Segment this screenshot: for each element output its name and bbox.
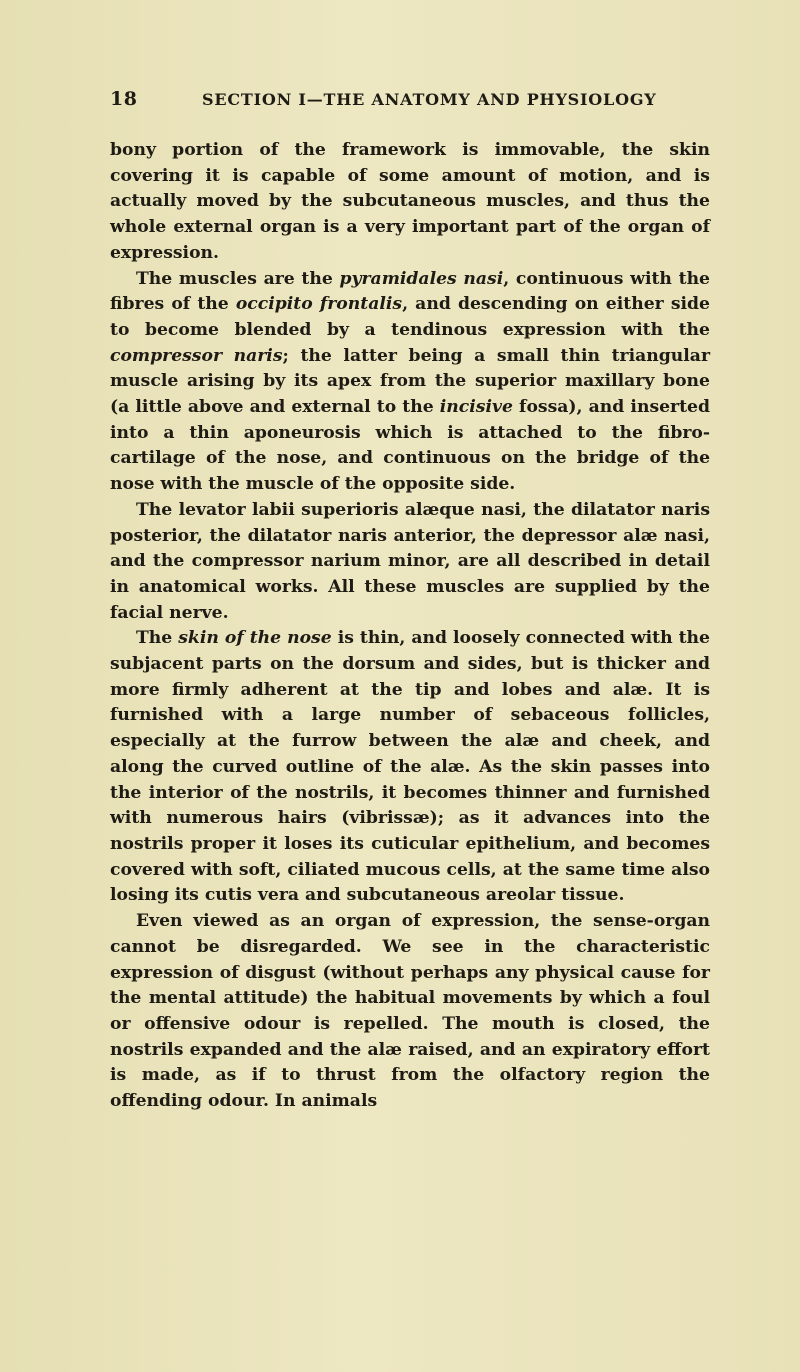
paragraph-levator [110, 498, 710, 627]
paragraph-text: ; the latter being a small thin triangular muscle arising by its apex from the superior maxillary bone (a little above and external to the [110, 345, 710, 418]
paragraph-skin [110, 626, 710, 909]
paragraph-text: bony portion of the framework is immovable, the skin covering it is capable of some amount of motion, and is actually moved by the subcutaneous muscles, and thus the whole external organ is a very important part of the organ of expression. [110, 140, 710, 263]
italic-term: occipito frontalis [235, 294, 403, 315]
running-head: SECTION I—THE ANATOMY AND PHYSIOLOGY [202, 90, 657, 109]
paragraph-text: The muscles are the [136, 268, 340, 289]
italic-term: skin of the nose [178, 628, 332, 649]
italic-term: compressor naris [110, 345, 283, 366]
page-header [110, 88, 710, 118]
italic-term: incisive [439, 397, 513, 418]
paragraph-muscles [110, 267, 710, 498]
body-text [110, 138, 710, 1115]
paragraph-text: is thin, and loosely connected with the subjacent parts on the dorsum and sides, but is thicker and more firmly adherent at the tip and lobes and alæ. It is furnished with a large number of sebaceous follicles, especially at the furrow between the alæ and cheek, and along the curved outline of the alæ. As the skin passes into the interior of the nostrils, it becomes thinner and furnished with numerous hairs (vibrissæ); as it advances into the nostrils proper it loses its cuticular epithelium, and becomes covered with soft, ciliated mucous cells, at the same time also losing its cutis vera and subcutaneous areolar tissue. [110, 628, 710, 906]
paragraph-text: , and descending on either side to become blended by a tendinous expression with the [110, 294, 710, 340]
paragraph-text: The levator labii superioris alæque nasi, the dilatator naris posterior, the dilatator naris anterior, the depressor alæ nasi, and the compressor narium minor, are all described in detail in anatomical works. All these muscles are supplied by the facial nerve. [110, 499, 710, 623]
page-number: 18 [110, 88, 138, 110]
paragraph-text: The [136, 628, 179, 649]
paragraph-text: Even viewed as an organ of expression, the sense-organ cannot be disregarded. We see in the characteristic expression of disgust (without perhaps any physical cause for the mental attitude) the habitual movements by which a foul or offensive odour is repelled. The mouth is closed, the nostrils expanded and the alæ raised, and an expiratory effort is made, as if to thrust from the olfactory region the offending odour. In animals [110, 911, 710, 1112]
paragraph-text: , continuous with the fibres of the [110, 268, 710, 315]
paragraph-continued [110, 138, 710, 267]
paragraph-expression [110, 909, 710, 1115]
paragraph-text: fossa), and inserted into a thin aponeurosis which is attached to the fibro-cartilage of the nose, and continuous on the bridge of the nose with the muscle of the opposite side. [110, 397, 711, 495]
italic-term: pyramidales nasi [339, 268, 504, 289]
